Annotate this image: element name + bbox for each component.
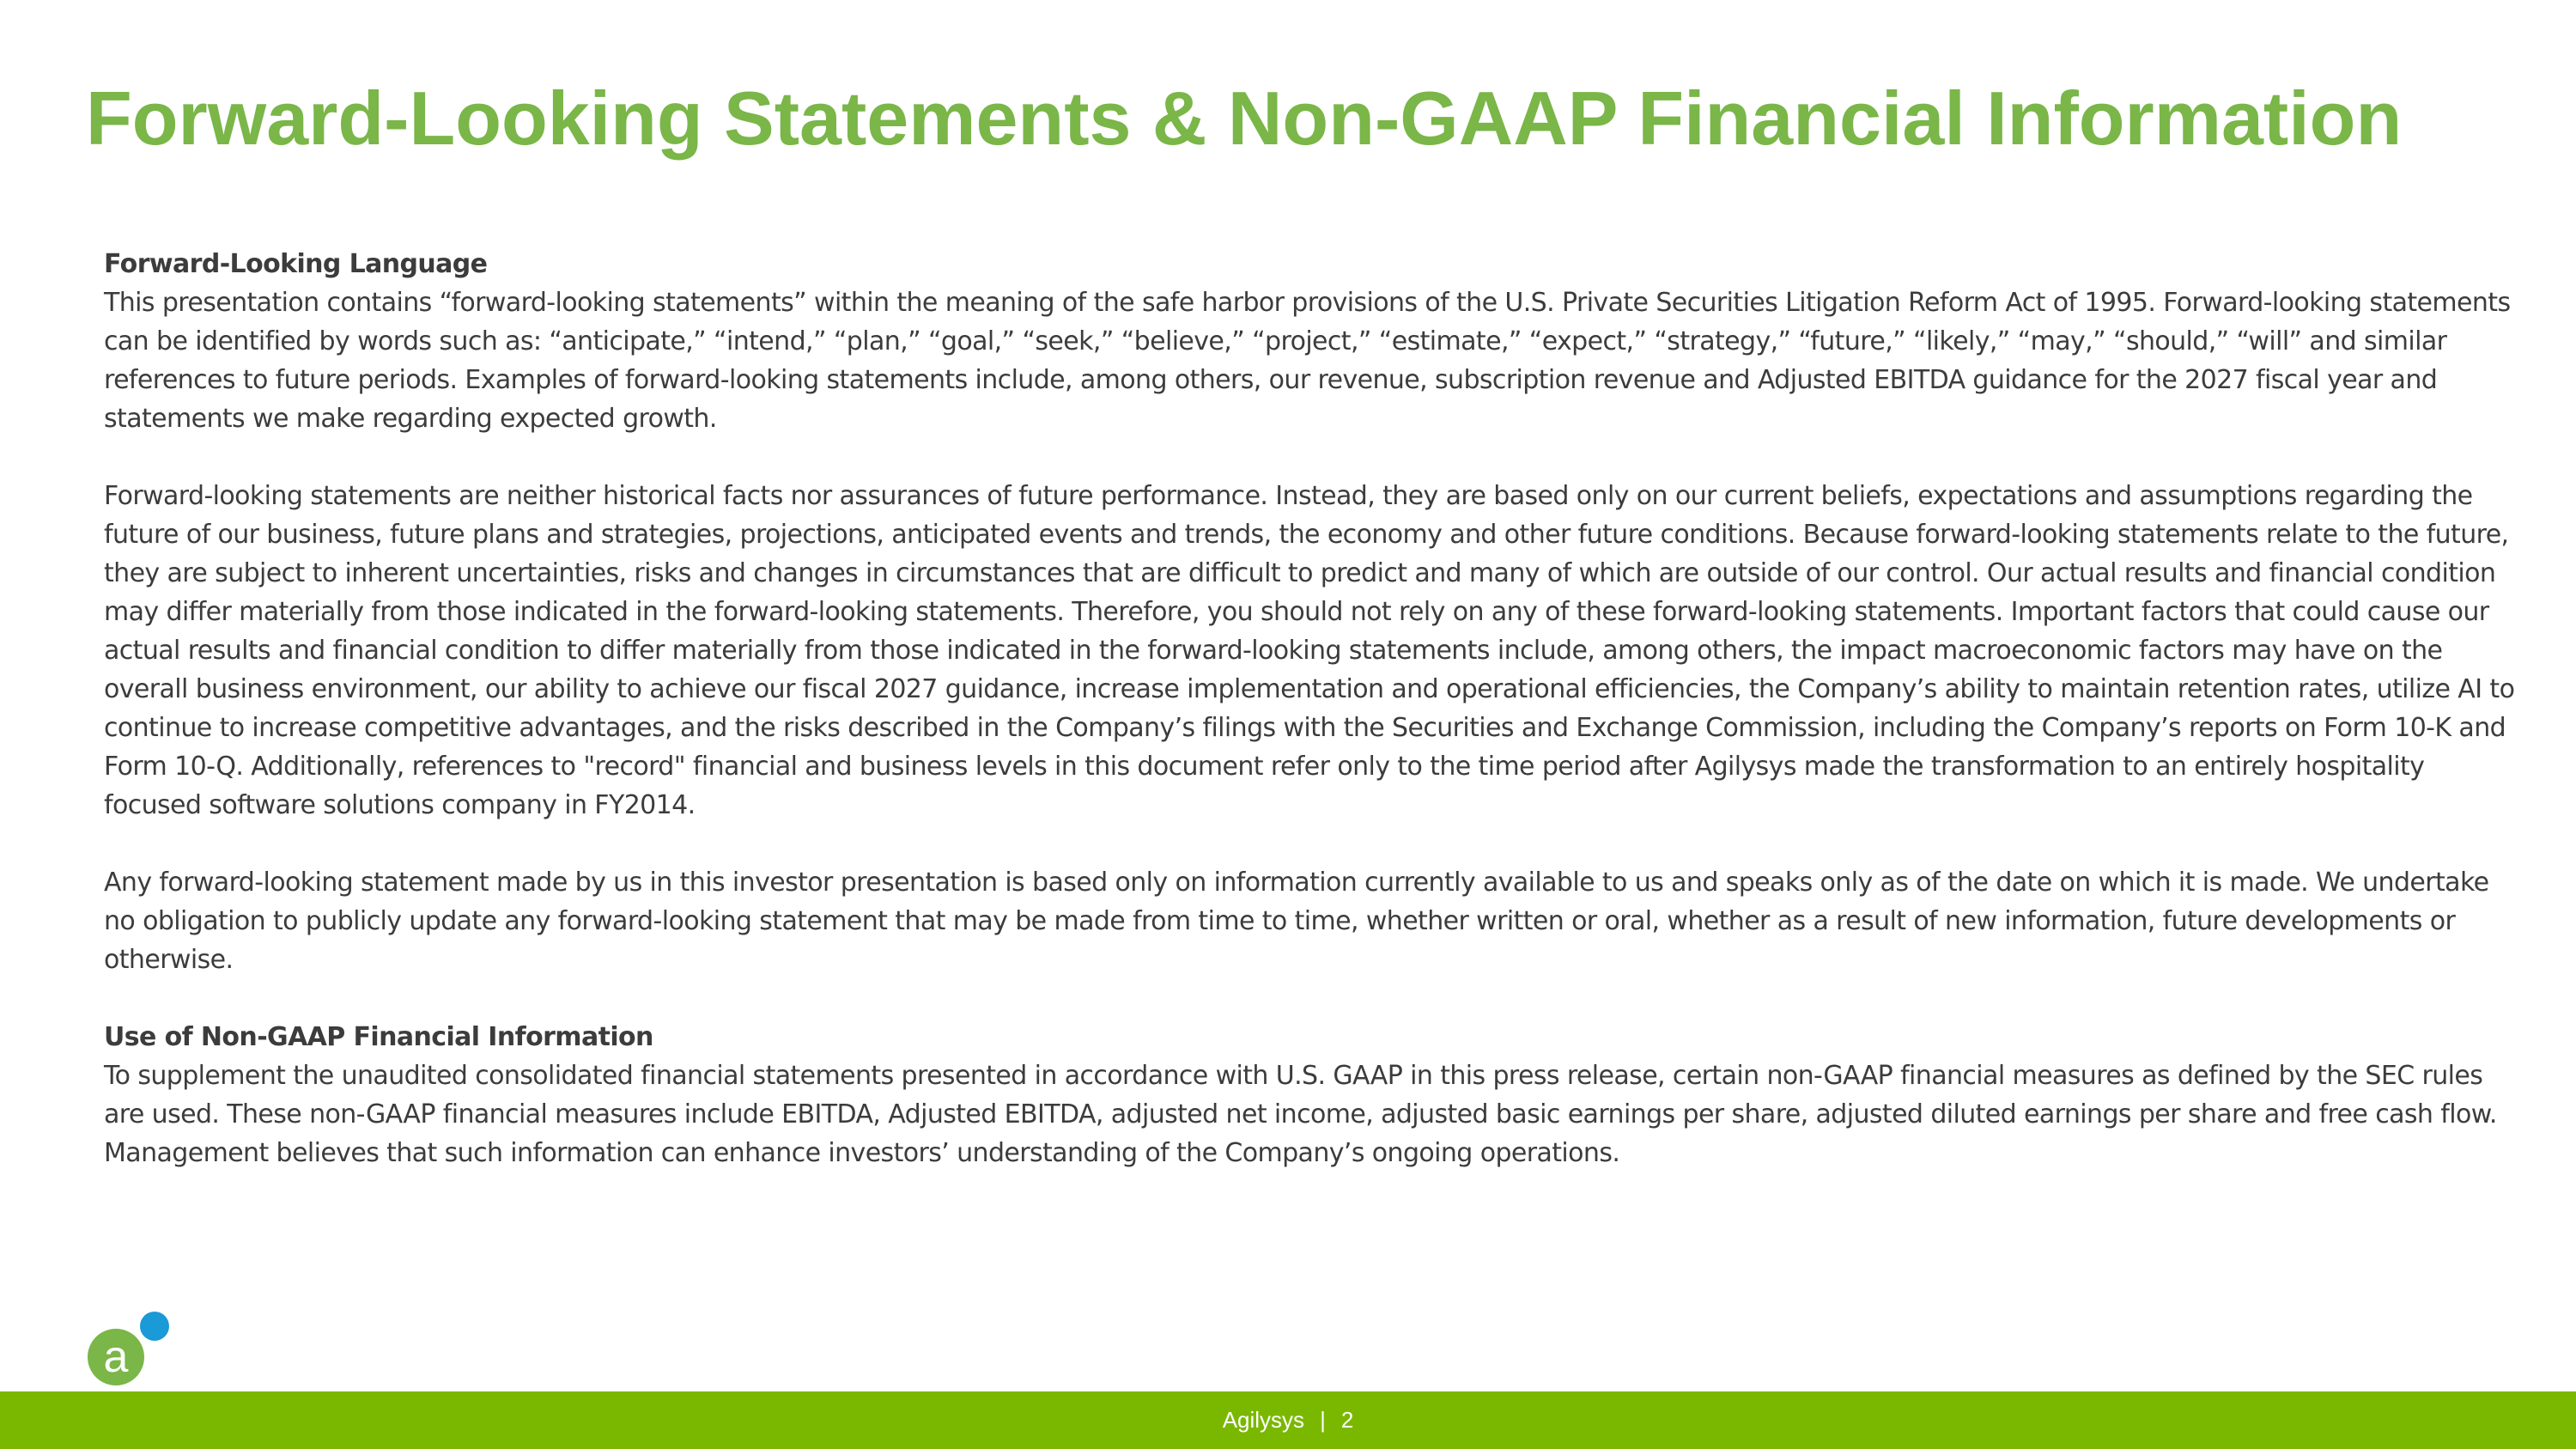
- forward-looking-paragraph-1: This presentation contains “forward-looking statements” within the meaning of the safe harbor provisions of the U.S. Private Securities Litigation Reform Act of 1995. Forward-looking statements can be identified by words such as: “anticipate,” “intend,” “plan,” “goal,” “seek,” “believe,” “project,” “estimate,” “expect,” “strategy,” “future,” “likely,” “may,” “should,” “will” and similar references to future periods. Examples of forward-looking statements include, among others, our revenue, subscription revenue and Adjusted EBITDA guidance for the 2027 fiscal year and statements we make regarding expected growth.: [104, 288, 2511, 434]
- non-gaap-heading: Use of Non-GAAP Financial Information: [104, 1022, 653, 1052]
- forward-looking-paragraph-2: Forward-looking statements are neither historical facts nor assurances of future performance. Instead, they are based only on our current beliefs, expectations and assumptions regarding the future of our business, future plans and strategies, projections, anticipated events and trends, the economy and other future conditions. Because forward-looking statements relate to the future, they are subject to inherent uncertainties, risks and changes in circumstances that are difficult to predict and many of which are outside of our control. Our actual results and financial condition may differ materially from those indicated in the forward-looking statements. Therefore, you should not rely on any of these forward-looking statements. Important factors that could cause our actual results and financial condition to differ materially from those indicated in the forward-looking statements include, among others, the impact macroeconomic factors may have on the overall business environment, our ability to achieve our fiscal 2027 guidance, increase implementation and operational efficiencies, the Company’s ability to maintain retention rates, utilize AI to continue to increase competitive advantages, and the risks described in the Company’s filings with the Securities and Exchange Commission, including the Company’s reports on Form 10-K and Form 10-Q. Additionally, references to "record" financial and business levels in this document refer only to the time period after Agilysys made the transformation to an entirely hospitality focused software solutions company in FY2014.: [104, 481, 2515, 820]
- forward-looking-heading: Forward-Looking Language: [104, 249, 488, 279]
- forward-looking-paragraph-3: Any forward-looking statement made by us in this investor presentation is based only on information currently available to us and speaks only as of the date on which it is made. We undertake no obligation to publicly update any forward-looking statement that may be made from time to time, whether written or oral, whether as a result of new information, future developments or otherwise.: [104, 868, 2489, 975]
- agilysys-logo-icon: [86, 1309, 172, 1386]
- footer-company: Agilysys: [1222, 1407, 1305, 1433]
- page-title: Forward-Looking Statements & Non-GAAP Financial Information: [86, 76, 2403, 161]
- footer-separator: |: [1320, 1407, 1326, 1433]
- page-number: 2: [1340, 1407, 1354, 1433]
- footer-bar: [0, 1391, 2576, 1449]
- non-gaap-paragraph-1: To supplement the unaudited consolidated financial statements presented in accordance with U.S. GAAP in this press release, certain non-GAAP financial measures as defined by the SEC rules are used. These non-GAAP financial measures include EBITDA, Adjusted EBITDA, adjusted net income, adjusted basic earnings per share, adjusted diluted earnings per share and free cash flow. Management believes that such information can enhance investors’ understanding of the Company’s ongoing operations.: [104, 1061, 2497, 1168]
- logo-letter: a: [103, 1332, 129, 1382]
- body-content: [104, 245, 2517, 1211]
